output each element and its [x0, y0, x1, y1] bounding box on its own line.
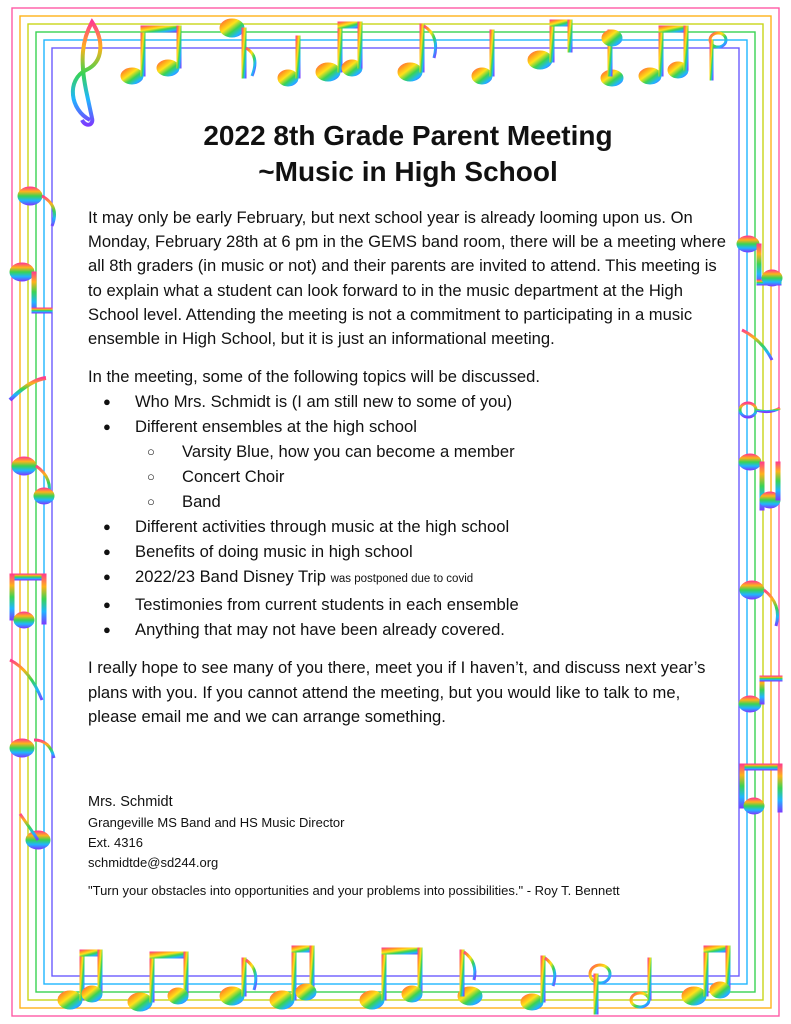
signature-block — [88, 791, 728, 873]
trip-note: was postponed due to covid — [330, 573, 474, 586]
bullet-icon: ● — [103, 622, 111, 638]
bullet-icon: ● — [103, 597, 111, 613]
bullet-icon: ● — [103, 569, 111, 585]
list-item: ● Benefits of doing music in high school — [88, 539, 728, 564]
left-music-notes — [10, 187, 54, 849]
list-item: ● Different activities through music at the high school — [88, 514, 728, 539]
page-title — [88, 118, 728, 190]
bullet-icon: ● — [103, 394, 111, 410]
title-line-2: ~Music in High School — [258, 156, 558, 187]
top-music-notes — [121, 19, 726, 86]
list-item: ● Anything that may not have been already covered. — [88, 617, 728, 642]
list-item: ● Testimonies from current students in each ensemble — [88, 592, 728, 617]
bullet-icon: ● — [103, 519, 111, 535]
signature-ext: Ext. 4316 — [88, 835, 143, 851]
title-line-1: 2022 8th Grade Parent Meeting — [203, 120, 613, 151]
hollow-bullet-icon: ○ — [147, 494, 155, 510]
hollow-bullet-icon: ○ — [147, 444, 155, 460]
flyer-content — [88, 118, 728, 914]
list-item: ○ Varsity Blue, how you can become a member — [88, 439, 728, 464]
closing-paragraph: I really hope to see many of you there, meet you if I haven’t, and discuss next year’s plans with you. If you cannot attend the meeting, but you would like to talk to me, please email me and we can arrange something. — [88, 658, 706, 726]
bottom-music-notes — [58, 946, 730, 1014]
list-item: ○ Concert Choir — [88, 464, 728, 489]
intro-paragraph: It may only be early February, but next school year is already looming upon us. On Monday, February 28th at 6 pm in the GEMS band room, there will be a meeting where all 8th graders (in music or not) and their parents are invited to attend. This meeting is to explain what a student can look forward to in the music department at the High School level. Attending the meeting is not a commitment to participating in a music ensemble in High School, but it is just an informational meeting. — [88, 208, 726, 349]
list-item: ● 2022/23 Band Disney Trip was postponed due to covid — [88, 564, 728, 592]
topics-list — [88, 389, 728, 642]
signature-role: Grangeville MS Band and HS Music Director — [88, 815, 345, 831]
signature-name: Mrs. Schmidt — [88, 794, 173, 811]
list-item: ○ Band — [88, 489, 728, 514]
hollow-bullet-icon: ○ — [147, 469, 155, 485]
list-item: ● Different ensembles at the high school — [88, 414, 728, 439]
closing-quote: "Turn your obstacles into opportunities and your problems into possibilities." - Roy T. Bennett — [88, 883, 620, 899]
signature-email: schmidtde@sd244.org — [88, 855, 219, 871]
topics-intro: In the meeting, some of the following topics will be discussed. — [88, 367, 540, 387]
bullet-icon: ● — [103, 544, 111, 560]
list-item: ● Who Mrs. Schmidt is (I am still new to some of you) — [88, 389, 728, 414]
bullet-icon: ● — [103, 419, 111, 435]
treble-clef-icon — [73, 22, 101, 125]
right-music-notes — [737, 236, 782, 814]
